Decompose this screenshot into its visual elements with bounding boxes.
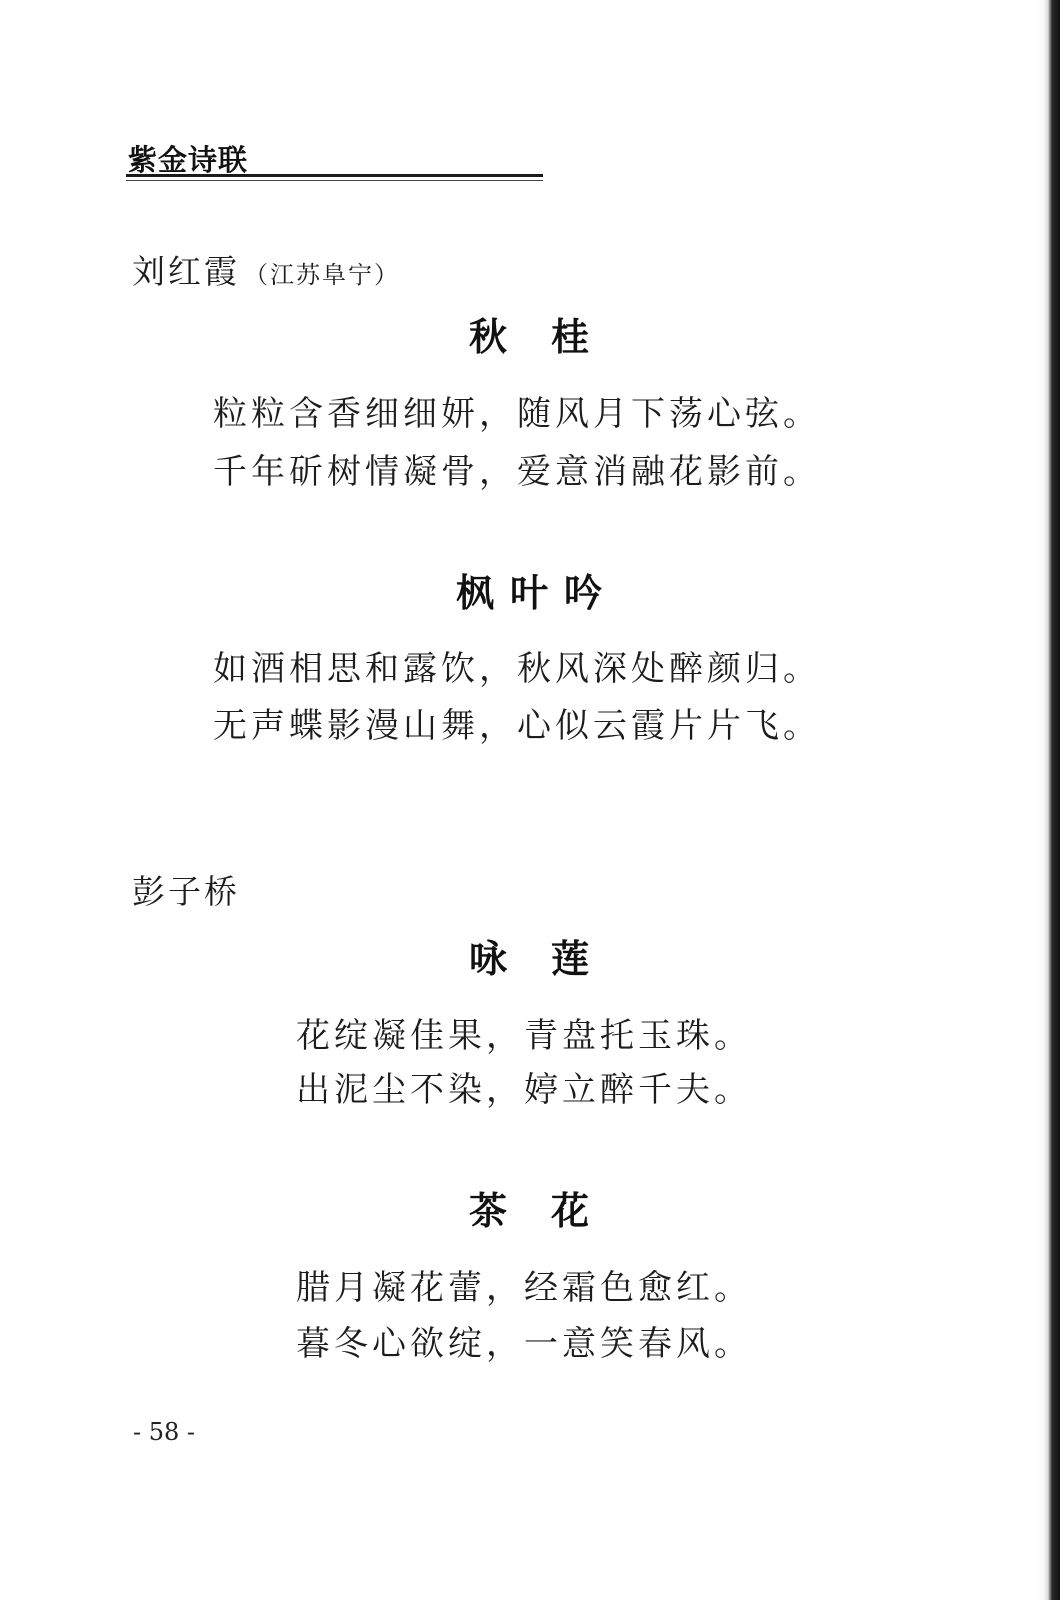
page-edge-shadow [1038, 0, 1060, 1600]
author-region: （江苏阜宁） [244, 261, 400, 289]
author-2 [132, 866, 240, 913]
poem-title-3: 咏 莲 [468, 936, 592, 981]
poem-line: 千年斫树情凝骨，爱意消融花影前。 [213, 452, 821, 492]
poem-line: 腊月凝花蕾，经霜色愈红。 [296, 1268, 752, 1308]
author-name: 刘红霞 [132, 252, 240, 291]
poem-line: 花绽凝佳果，青盘托玉珠。 [296, 1016, 752, 1056]
author-name: 彭子桥 [132, 872, 240, 911]
header-rule [126, 174, 543, 177]
running-head: 紫金诗联 [128, 143, 249, 177]
poem-line: 粒粒含香细细妍，随风月下荡心弦。 [213, 394, 821, 434]
poem-title-2: 枫 叶 吟 [455, 570, 605, 615]
poem-line: 暮冬心欲绽，一意笑春风。 [296, 1324, 752, 1364]
header-rule-thin [126, 180, 543, 181]
poem-title-1: 秋 桂 [468, 314, 592, 359]
author-1 [132, 246, 400, 293]
page-number: - 58 - [133, 1418, 196, 1446]
poem-title-4: 茶 花 [468, 1188, 592, 1233]
poem-line: 出泥尘不染，婷立醉千夫。 [296, 1070, 752, 1110]
poem-line: 如酒相思和露饮，秋风深处醉颜归。 [213, 649, 821, 689]
poem-line: 无声蝶影漫山舞，心似云霞片片飞。 [213, 706, 821, 746]
